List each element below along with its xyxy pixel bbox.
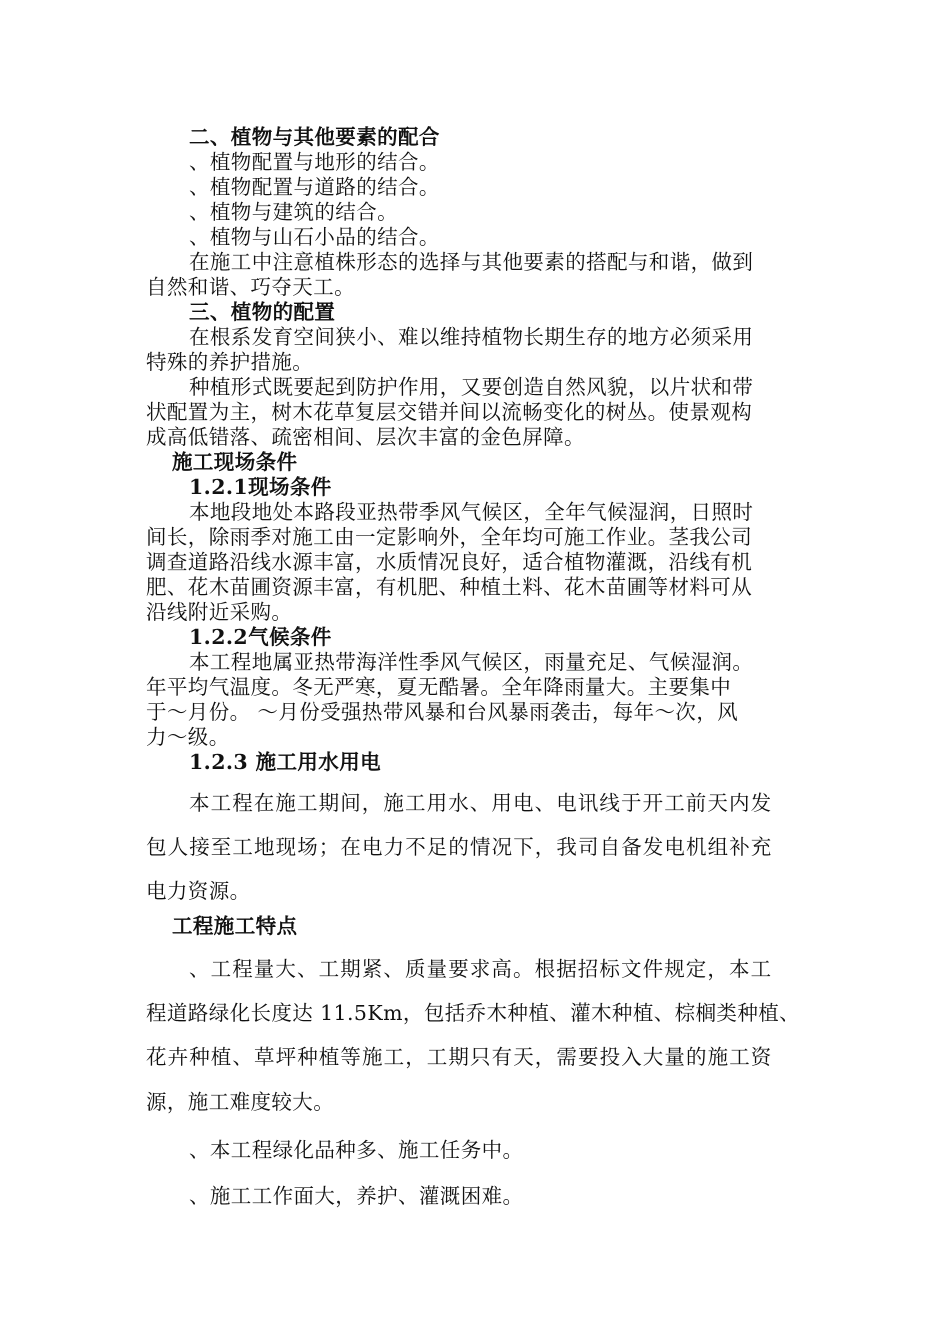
paragraph-line: 特殊的养护措施。	[146, 350, 314, 374]
paragraph-line: 电力资源。	[146, 879, 251, 903]
paragraph-line: 种植形式既要起到防护作用，又要创造自然风貌，以片状和带	[189, 375, 754, 399]
section-heading-3: 三、植物的配置	[189, 300, 336, 324]
list-item: 、本工程绿化品种多、施工任务中。	[189, 1138, 524, 1162]
paragraph-line: 程道路绿化长度达 11.5Km，包括乔木种植、灌木种植、棕榈类种植、	[146, 1001, 801, 1025]
paragraph-line: 包人接至工地现场；在电力不足的情况下，我司自备发电机组补充	[146, 835, 773, 859]
section-heading-2: 二、植物与其他要素的配合	[189, 125, 440, 149]
section-heading-site-conditions: 施工现场条件	[172, 450, 298, 474]
paragraph-line: 在施工中注意植株形态的选择与其他要素的搭配与和谐，做到	[189, 250, 754, 274]
subsection-heading-1-2-3: 1.2.3 施工用水用电	[189, 750, 382, 774]
section-heading-construction-features: 工程施工特点	[172, 914, 298, 938]
paragraph-line: 自然和谐、巧夺天工。	[146, 275, 355, 299]
paragraph-line: 源，施工难度较大。	[146, 1090, 335, 1114]
list-item: 、施工工作面大，养护、灌溉困难。	[189, 1184, 524, 1208]
paragraph-line: 年平均气温度。冬无严寒，夏无酷暑。全年降雨量大。主要集中	[146, 675, 732, 699]
paragraph-line: 本工程在施工期间，施工用水、用电、电讯线于开工前天内发	[189, 791, 773, 815]
paragraph-line: 、工程量大、工期紧、质量要求高。根据招标文件规定，本工	[189, 957, 773, 981]
paragraph-line: 本工程地属亚热带海洋性季风气候区，雨量充足、气候湿润。	[189, 650, 754, 674]
paragraph-line: 成高低错落、疏密相间、层次丰富的金色屏障。	[146, 425, 585, 449]
paragraph-line: 于～月份。 ～月份受强热带风暴和台风暴雨袭击，每年～次，风	[146, 700, 739, 724]
list-item: 、植物与建筑的结合。	[189, 200, 398, 224]
list-item: 、植物配置与道路的结合。	[189, 175, 440, 199]
paragraph-line: 在根系发育空间狭小、难以维持植物长期生存的地方必须采用	[189, 325, 754, 349]
paragraph-line: 调查道路沿线水源丰富，水质情况良好，适合植物灌溉，沿线有机	[146, 550, 753, 574]
paragraph-line: 本地段地处本路段亚热带季风气候区，全年气候湿润，日照时	[189, 500, 754, 524]
subsection-heading-1-2-2: 1.2.2气候条件	[189, 625, 332, 649]
paragraph-line: 花卉种植、草坪种植等施工，工期只有天，需要投入大量的施工资	[146, 1045, 773, 1069]
paragraph-line: 沿线附近采购。	[146, 600, 293, 624]
list-item: 、植物配置与地形的结合。	[189, 150, 440, 174]
list-item: 、植物与山石小品的结合。	[189, 225, 440, 249]
paragraph-line: 力～级。	[146, 725, 230, 749]
paragraph-line: 状配置为主，树木花草复层交错并间以流畅变化的树丛。使景观构	[146, 400, 753, 424]
subsection-heading-1-2-1: 1.2.1现场条件	[189, 475, 332, 499]
paragraph-line: 肥、花木苗圃资源丰富，有机肥、种植土料、花木苗圃等材料可从	[146, 575, 753, 599]
paragraph-line: 间长，除雨季对施工由一定影响外，全年均可施工作业。茎我公司	[146, 525, 753, 549]
